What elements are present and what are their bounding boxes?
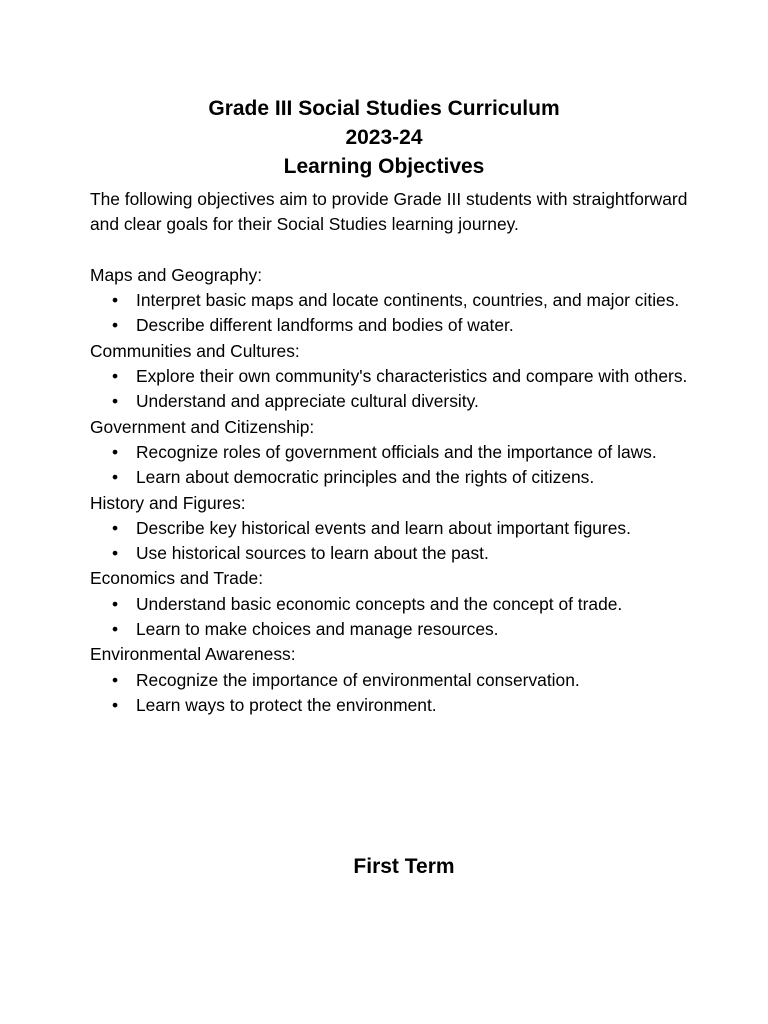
objective-list: [90, 440, 690, 491]
section-environmental-awareness: [90, 642, 690, 718]
objective-text: Learn ways to protect the environment.: [136, 694, 437, 715]
objective-item: [112, 313, 690, 338]
objective-text: Recognize the importance of environmental conservation.: [136, 669, 580, 690]
objective-item: [112, 440, 690, 465]
term-heading: First Term: [353, 855, 455, 878]
title-line-year: 2023-24: [345, 126, 423, 149]
bullet-icon: •: [112, 619, 119, 640]
objective-item: [112, 389, 690, 414]
bullet-icon: •: [112, 593, 119, 614]
objective-item: [112, 516, 690, 541]
section-government-citizenship: [90, 415, 690, 491]
objective-item: [112, 693, 690, 718]
bullet-icon: •: [112, 290, 119, 311]
objective-list: [90, 364, 690, 415]
objective-text: Use historical sources to learn about the past.: [136, 543, 489, 564]
document-body: [90, 187, 690, 718]
objective-list: [90, 668, 690, 719]
bullet-icon: •: [112, 694, 119, 715]
objective-list: [90, 516, 690, 567]
objective-text: Learn to make choices and manage resources.: [136, 619, 499, 640]
section-maps-geography: [90, 263, 690, 339]
objective-text: Interpret basic maps and locate continents, countries, and major cities.: [136, 290, 680, 311]
objective-text: Learn about democratic principles and the rights of citizens.: [136, 467, 595, 488]
objective-item: [112, 592, 690, 617]
document-title: [0, 94, 768, 181]
intro-paragraph: The following objectives aim to provide Grade III students with straightforward and clear goals for their Social Studies learning journey.: [90, 189, 688, 235]
section-heading: Government and Citizenship:: [90, 416, 315, 437]
objective-text: Understand and appreciate cultural diversity.: [136, 391, 479, 412]
objective-item: [112, 288, 690, 313]
section-heading: Economics and Trade:: [90, 568, 264, 589]
objective-text: Describe key historical events and learn about important figures.: [136, 517, 631, 538]
section-heading: Environmental Awareness:: [90, 644, 296, 665]
objective-text: Describe different landforms and bodies of water.: [136, 315, 514, 336]
section-economics-trade: [90, 566, 690, 642]
title-line-objectives: Learning Objectives: [283, 155, 485, 178]
objective-text: Explore their own community's characteristics and compare with others.: [136, 366, 688, 387]
section-communities-cultures: [90, 339, 690, 415]
objective-item: [112, 668, 690, 693]
bullet-icon: •: [112, 467, 119, 488]
objective-item: [112, 541, 690, 566]
bullet-icon: •: [112, 366, 119, 387]
section-heading: Maps and Geography:: [90, 264, 263, 285]
objective-list: [90, 592, 690, 643]
bullet-icon: •: [112, 517, 119, 538]
section-history-figures: [90, 491, 690, 567]
objective-list: [90, 288, 690, 339]
bullet-icon: •: [112, 391, 119, 412]
objective-item: [112, 364, 690, 389]
bullet-icon: •: [112, 441, 119, 462]
objective-text: Recognize roles of government officials and the importance of laws.: [136, 441, 657, 462]
title-line-curriculum: Grade III Social Studies Curriculum: [208, 97, 560, 120]
section-heading: Communities and Cultures:: [90, 340, 300, 361]
section-heading: History and Figures:: [90, 492, 246, 513]
bullet-icon: •: [112, 315, 119, 336]
bullet-icon: •: [112, 543, 119, 564]
objective-item: [112, 617, 690, 642]
bullet-icon: •: [112, 669, 119, 690]
objective-item: [112, 465, 690, 490]
objective-text: Understand basic economic concepts and the concept of trade.: [136, 593, 623, 614]
